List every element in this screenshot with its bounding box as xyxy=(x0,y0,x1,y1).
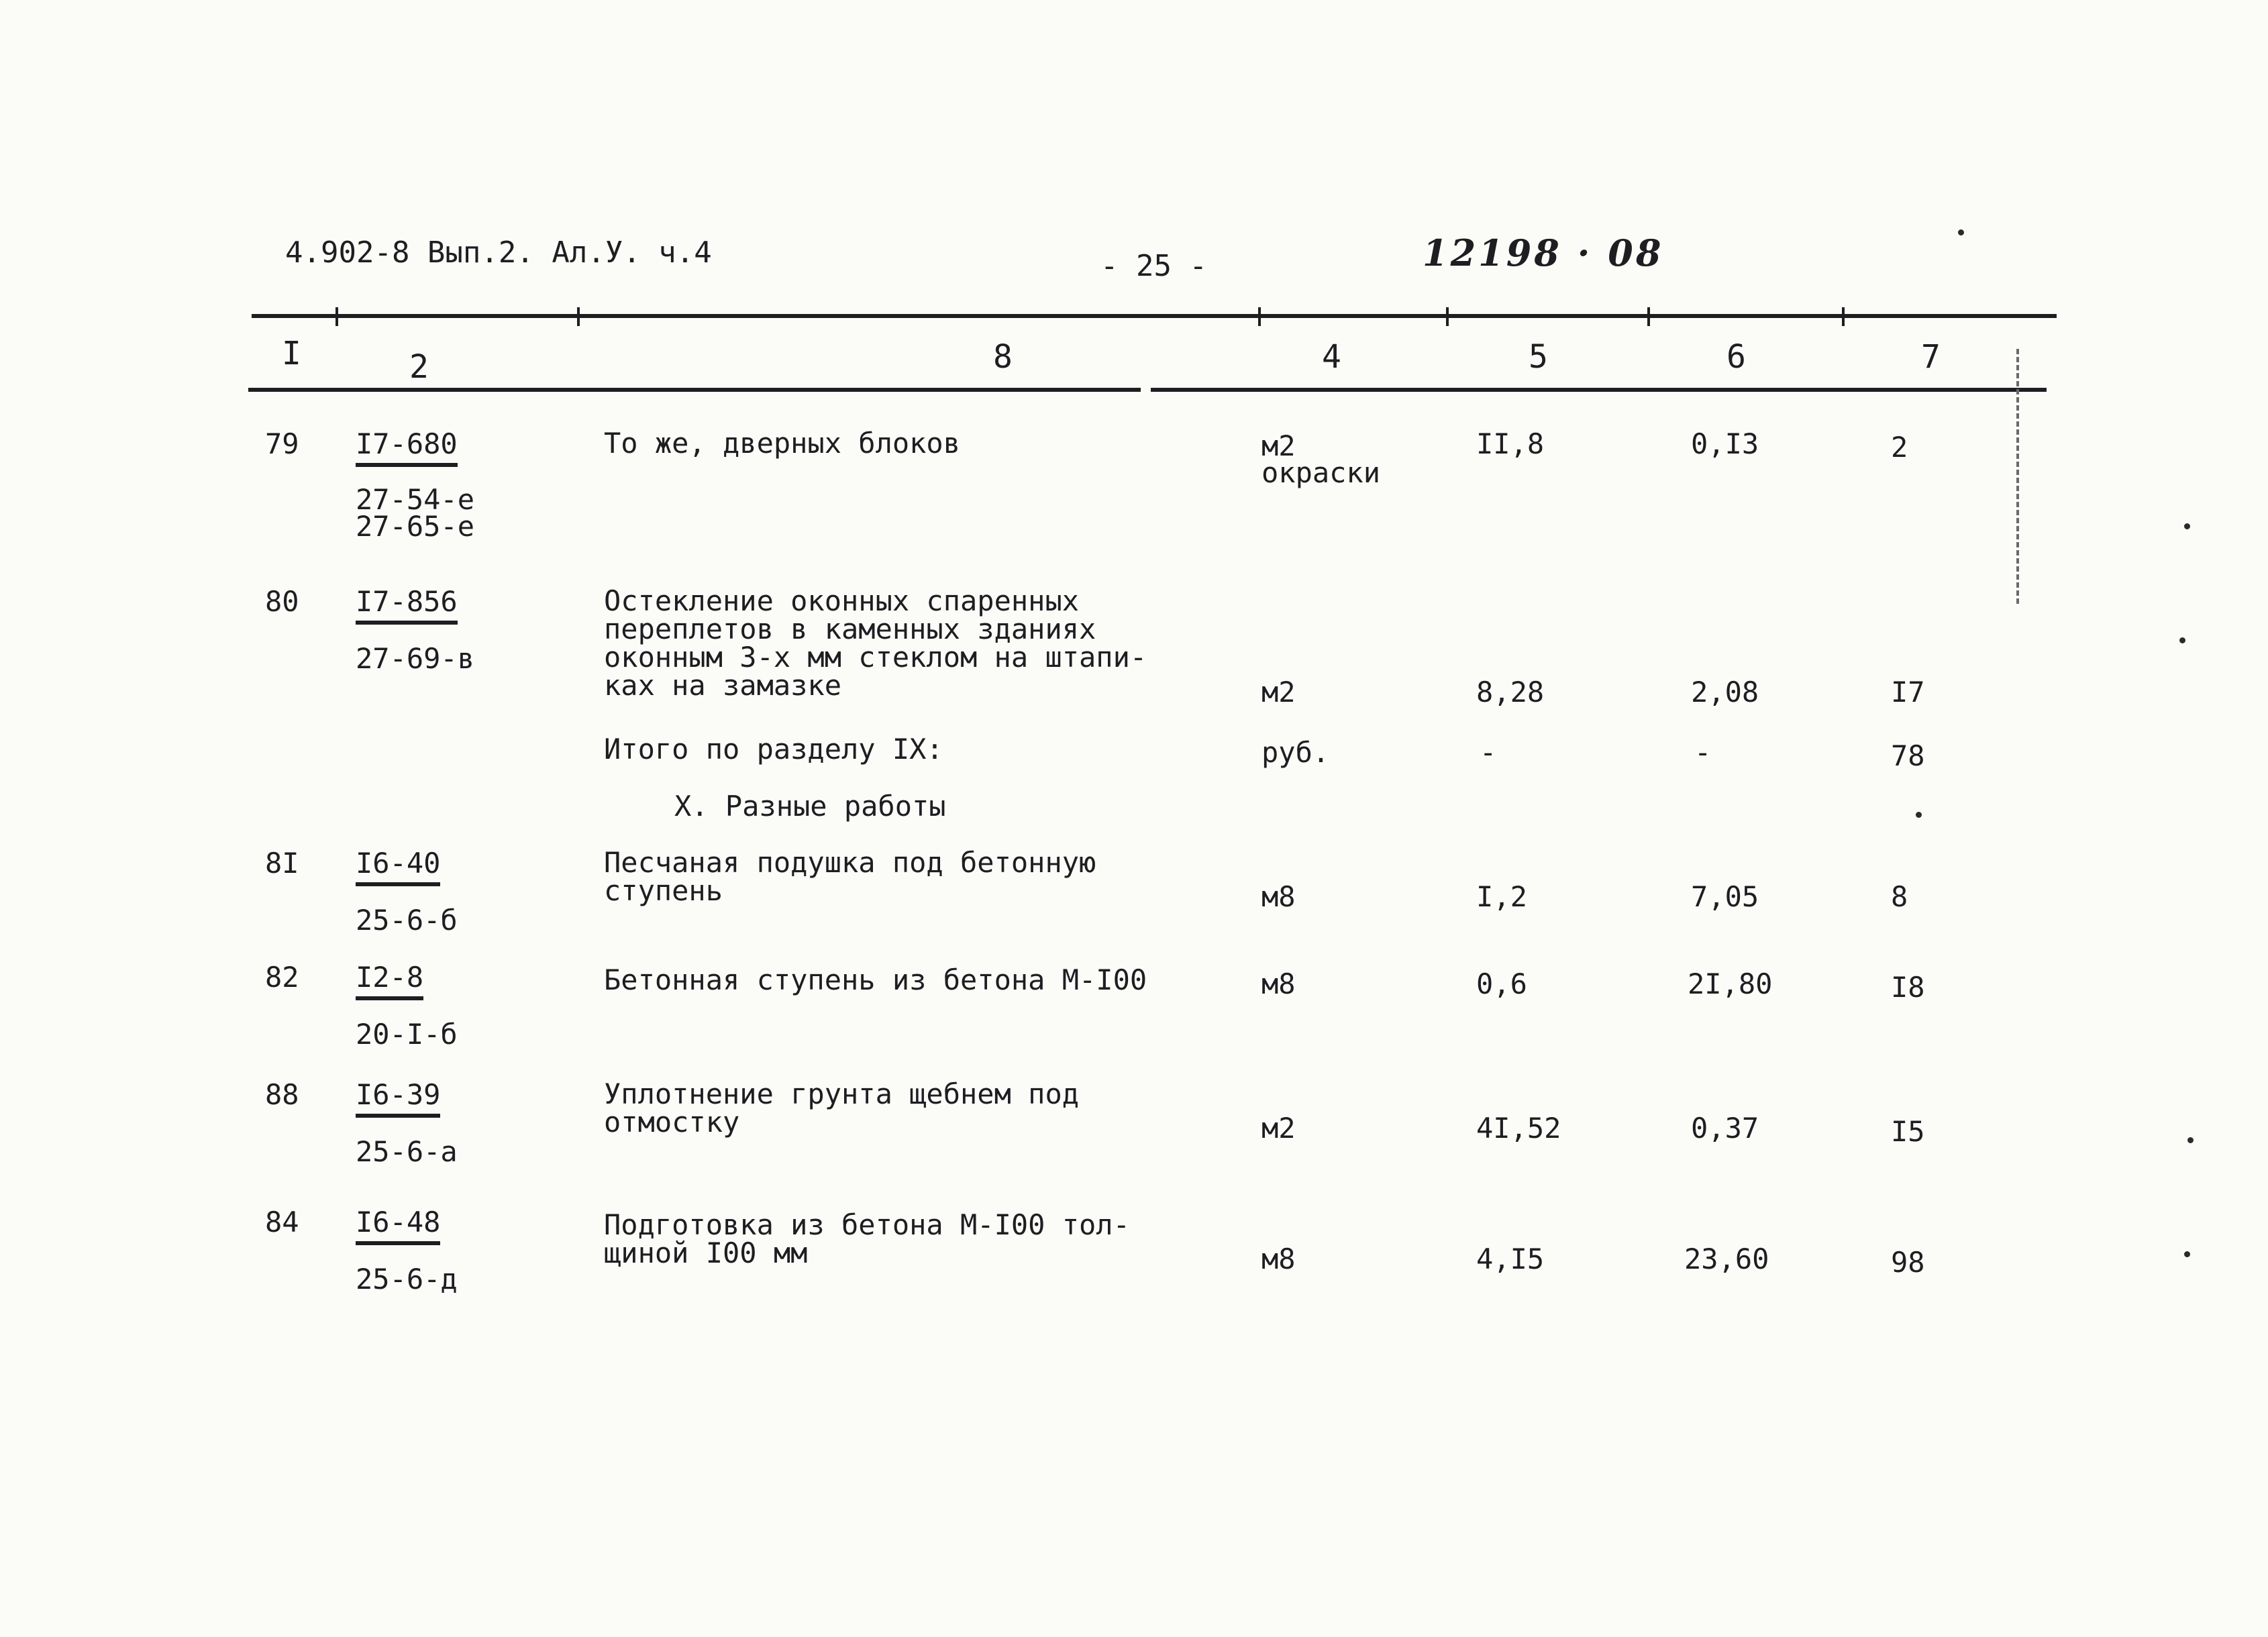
column-tick xyxy=(336,307,338,326)
total-cost: 8 xyxy=(1891,880,1908,913)
archive-stamp: 12198 · 08 xyxy=(1423,231,1664,274)
unit: м8 xyxy=(1261,880,1296,913)
norm-code-bottom: 27-69-в xyxy=(356,642,475,675)
norm-code-bottom: 25-6-а xyxy=(356,1135,458,1168)
row-number: 84 xyxy=(265,1206,299,1238)
norm-code-top: I7-680 xyxy=(356,429,458,467)
norm-code xyxy=(356,1208,440,1245)
row-number: 82 xyxy=(265,961,299,994)
scan-edge-mark xyxy=(2016,349,2022,604)
scan-speck xyxy=(1916,812,1922,818)
norm-code-top: I6-39 xyxy=(356,1080,440,1118)
norm-code xyxy=(356,429,458,467)
work-description: Остекление оконных спаренных переплетов в каменных зданиях оконным 3-х мм стеклом на штапи- ках на замазке xyxy=(604,584,1147,702)
scan-speck xyxy=(1958,229,1964,235)
scan-speck xyxy=(2179,637,2185,643)
subtotal-label: Итого по разделу IX: xyxy=(604,733,943,765)
unit-price: 23,60 xyxy=(1684,1243,1769,1275)
quantity: 4,I5 xyxy=(1476,1243,1545,1275)
unit-price: 7,05 xyxy=(1691,880,1759,913)
column-tick xyxy=(1842,307,1845,326)
scan-speck xyxy=(2187,1137,2194,1143)
unit-price: 2I,80 xyxy=(1688,967,1773,1000)
row-number: 88 xyxy=(265,1078,299,1111)
norm-code xyxy=(356,587,458,625)
column-tick xyxy=(577,307,580,326)
unit: м2 окраски xyxy=(1261,429,1381,489)
quantity: 8,28 xyxy=(1476,676,1545,708)
norm-code-top: I2-8 xyxy=(356,963,423,1000)
norm-code xyxy=(356,849,440,886)
scan-speck xyxy=(2184,523,2190,529)
scan-speck xyxy=(2184,1251,2190,1257)
unit: м8 xyxy=(1261,1243,1296,1275)
total-cost: 2 xyxy=(1891,431,1908,464)
total-cost: 78 xyxy=(1891,739,1925,772)
total-cost: 98 xyxy=(1891,1246,1925,1279)
row-number: 8I xyxy=(265,847,299,880)
norm-code-bottom: 20-I-б xyxy=(356,1018,458,1051)
work-description: Уплотнение грунта щебнем под отмостку xyxy=(604,1077,1080,1139)
norm-code-top: I6-40 xyxy=(356,849,440,886)
norm-code-bottom: 27-54-е 27-65-е xyxy=(356,483,475,543)
quantity: II,8 xyxy=(1476,427,1545,460)
quantity: 4I,52 xyxy=(1476,1112,1561,1145)
column-header-3: 8 xyxy=(993,338,1013,376)
norm-code xyxy=(356,1080,440,1118)
norm-code-bottom: 25-6-д xyxy=(356,1263,458,1296)
unit-price: 2,08 xyxy=(1691,676,1759,708)
column-header-2: 2 xyxy=(409,348,429,386)
work-description: Песчаная подушка под бетонную ступень xyxy=(604,846,1096,907)
unit-price: 0,I3 xyxy=(1691,427,1759,460)
total-cost: I5 xyxy=(1891,1115,1925,1148)
quantity: I,2 xyxy=(1476,880,1527,913)
unit: м2 xyxy=(1261,676,1296,708)
work-description: То же, дверных блоков xyxy=(604,427,961,460)
row-number: 80 xyxy=(265,585,299,618)
total-cost: I8 xyxy=(1891,971,1925,1004)
table-header-rule-right xyxy=(1151,388,2047,392)
page-number: - 25 - xyxy=(1100,249,1207,283)
column-header-6: 6 xyxy=(1726,338,1746,376)
unit-price: 0,37 xyxy=(1691,1112,1759,1145)
unit-price: - xyxy=(1694,736,1712,769)
row-number: 79 xyxy=(265,427,299,460)
unit: руб. xyxy=(1261,736,1330,769)
column-header-4: 4 xyxy=(1322,338,1341,376)
column-header-1: I xyxy=(282,335,301,372)
table-header-rule-left xyxy=(248,388,1141,392)
quantity: 0,6 xyxy=(1476,967,1527,1000)
column-header-5: 5 xyxy=(1529,338,1548,376)
quantity: - xyxy=(1480,736,1497,769)
column-tick xyxy=(1647,307,1650,326)
total-cost: I7 xyxy=(1891,676,1925,708)
section-heading: X. Разные работы xyxy=(674,790,946,823)
norm-code-bottom: 25-6-б xyxy=(356,904,458,937)
column-header-7: 7 xyxy=(1921,338,1941,376)
norm-code xyxy=(356,963,423,1000)
table-top-rule xyxy=(252,314,2057,318)
column-tick xyxy=(1446,307,1449,326)
unit: м2 xyxy=(1261,1112,1296,1145)
work-description: Бетонная ступень из бетона М-I00 xyxy=(604,963,1147,996)
norm-code-top: I7-856 xyxy=(356,587,458,625)
document-code: 4.902-8 Вып.2. Ал.У. ч.4 xyxy=(285,235,712,270)
column-tick xyxy=(1258,307,1261,326)
norm-code-top: I6-48 xyxy=(356,1208,440,1245)
work-description: Подготовка из бетона М-I00 тол- щиной I00 мм xyxy=(604,1208,1130,1269)
unit: м8 xyxy=(1261,967,1296,1000)
